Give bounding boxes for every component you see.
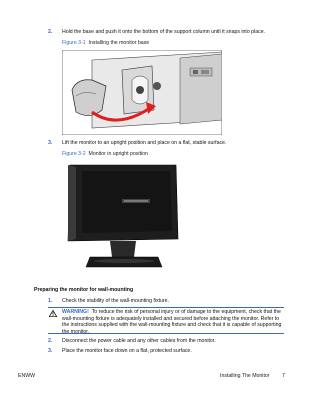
step-number: 2. bbox=[48, 29, 53, 35]
step-text: Disconnect the power cable and any other cables from the monitor. bbox=[62, 338, 216, 344]
footer-left: ENWW bbox=[18, 373, 35, 379]
figure-label: Figure 3-1 bbox=[62, 40, 86, 46]
footer-section-title: Installing The Monitor bbox=[220, 373, 270, 379]
section-heading: Preparing the monitor for wall-mounting bbox=[34, 287, 134, 293]
figure-monitor-upright bbox=[62, 161, 182, 271]
warning-label: WARNING! bbox=[62, 309, 89, 315]
step-text: Place the monitor face down on a flat, protected surface. bbox=[62, 348, 192, 354]
page-number: 7 bbox=[282, 373, 285, 379]
step-number: 3. bbox=[48, 348, 53, 354]
step-text: Check the stability of the wall-mounting fixture. bbox=[62, 298, 169, 304]
step-number: 3. bbox=[48, 140, 53, 146]
figure-caption-text: Monitor in upright position bbox=[88, 151, 148, 157]
warning-body: To reduce the risk of personal injury or of damage to the equipment, check that the wall-mounting fixture is adequately installed and secured before attaching the monitor. Refer to the instructions supplied with the wall-mounting fixture and check that it is capable of supporting the monitor. bbox=[62, 309, 282, 335]
figure-caption bbox=[62, 151, 282, 157]
figure-label: Figure 3-2 bbox=[62, 151, 86, 157]
warning-text bbox=[62, 309, 284, 335]
warning-icon bbox=[49, 310, 57, 317]
warning-rule-bottom bbox=[48, 333, 284, 334]
step-number: 2. bbox=[48, 338, 53, 344]
warning-rule-top bbox=[48, 307, 284, 308]
step-number: 1. bbox=[48, 298, 53, 304]
step-text: Lift the monitor to an upright position and place on a flat, stable surface. bbox=[62, 140, 227, 146]
figure-installing-base bbox=[62, 50, 222, 135]
step-text: Hold the base and push it onto the bottom of the support column until it snaps into place. bbox=[62, 29, 266, 35]
figure-caption bbox=[62, 40, 282, 46]
figure-caption-text: Installing the monitor base bbox=[88, 40, 150, 46]
